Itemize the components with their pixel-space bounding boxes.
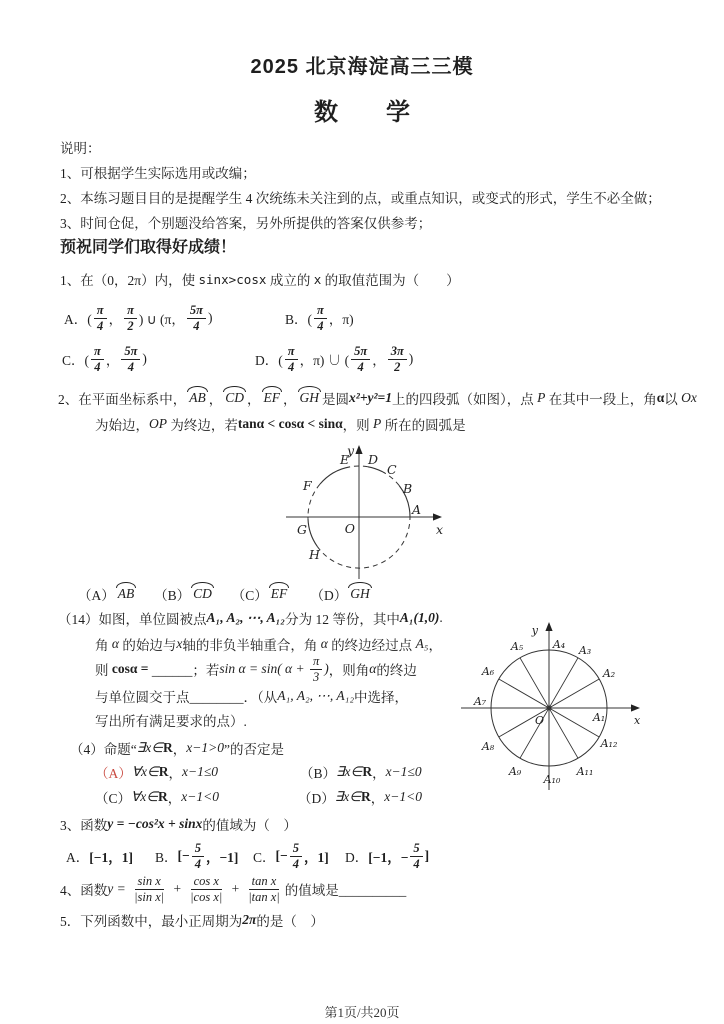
fig2-A2-label: A₂ (602, 667, 616, 680)
option-a-label: （A） (95, 766, 132, 781)
q5-stem: 5．下列函数中，最小正周期为 2π 的是（ ） (60, 912, 324, 929)
q4-negation-stem: （4）命题“ ∃x∈ R ， x−1>0 ”的否定是 (70, 740, 285, 757)
q1-stem: 1、在（0，2π）内，使 sinx>cosx 成立的 x 的取值范围为（ ） (60, 271, 460, 288)
q1-option-d: D．( $\frac{\pi}{4}$ ，π) ∪ ( $\frac{5\pi}{4}$ ， $\frac{3\pi}{2}$ ) (255, 344, 414, 374)
option-c-label: （C） (95, 791, 132, 806)
fig2-A9-label: A₉ (508, 765, 522, 778)
q2-options: （A） AB （B） CD （C） EF （D） GH (78, 583, 373, 605)
q3-option-c: C． [− $\frac{5}{4}$ ，1] (253, 841, 329, 871)
option-b-label: （B） (300, 766, 337, 781)
x-axis-arrow (631, 704, 640, 711)
fig1-y-label: y (346, 443, 354, 458)
arc-HA-dashed (317, 517, 410, 568)
page-title: 2025 北京海淀高三三模 (250, 56, 474, 78)
fig1-E-label: E (340, 452, 350, 467)
q14-line3: 则 cosα = ______；若 sin α = sin( α + $\frac{\pi}{3}$ ) ，则角 α 的终边 (95, 654, 417, 684)
fig2-A8-label: A₈ (481, 740, 495, 753)
page-number: 第1页/共20页 (324, 1005, 400, 1020)
fig2-A1-label: A₁ (592, 711, 606, 724)
q3-stem: 3、函数 y = −cos²x + sinx 的值域为（ ） (60, 816, 297, 833)
q3-option-a: A． [−1，1] (66, 850, 133, 865)
option-a-body: ∀x∈ R ， x−1≤0 (131, 764, 219, 781)
q14-line5: 写出所有满足要求的点）. (95, 714, 247, 729)
q4-negation-option-b (300, 762, 422, 782)
q2-stem-line1: 2、在平面坐标系中， AB ， CD ， EF ， GH 是圆 x²+y²=1 上的四段弧（如图），点 P 在其中一段上，角 α 以 Ox (58, 388, 697, 408)
note-item-2: 2、本练习题目目的是提醒学生 4 次统练未关注到的点，或重点知识，或变式的形式，学生不必全做； (60, 191, 661, 206)
q2-stem-line2: 为始边， OP 为终边，若 tanα < cosα < sinα ，则 P 所在的圆弧是 (95, 416, 466, 433)
q4-negation-option-c (95, 787, 219, 807)
fig2-A3-label: A₃ (578, 644, 592, 657)
fig2-A10-label: A₁₀ (543, 773, 561, 786)
arc-EF-solid (320, 467, 350, 484)
fig1-H-label: H (309, 547, 320, 562)
fig2-x-label: x (634, 714, 641, 727)
fig2-A7-label: A₇ (473, 695, 487, 708)
unit-circle-arcs-figure (270, 441, 450, 588)
q14-line1: （14）如图，单位圆被点 A₁, A₂, ⋯, A₁₂ 分为 12 等份，其中 A₁(1,0) . (58, 610, 443, 627)
q1-option-a: A．( $\frac{\pi}{4}$ ， $\frac{\pi}{2}$ ) ∪ (π， $\frac{5\pi}{4}$ ) (64, 303, 213, 333)
arc-CD-solid (368, 467, 383, 472)
fig2-O-label: O (534, 714, 544, 727)
fig1-D-label: D (368, 452, 379, 467)
unit-circle-12-points-figure (455, 610, 690, 805)
note-item-1: 1、可根据学生实际选用或改编； (60, 166, 256, 181)
arc-GH-solid (308, 519, 317, 547)
option-d-label: （D） (298, 791, 335, 806)
q1-option-c: C．( $\frac{\pi}{4}$ ， $\frac{5\pi}{4}$ ) (62, 344, 147, 374)
fig2-A6-label: A₆ (481, 665, 495, 678)
q1-option-b: B．( $\frac{\pi}{4}$ ，π) (285, 303, 354, 333)
x-axis-arrow (433, 513, 442, 520)
q3-option-b: B． [− $\frac{5}{4}$ ，−1] (155, 841, 239, 871)
q3-option-d: D． [−1，− $\frac{5}{4}$ ] (345, 841, 430, 871)
fig1-A-label: A (412, 502, 422, 517)
q4-negation-option-a (95, 762, 218, 782)
option-d-body: ∃x∈ R ， x−1<0 (334, 789, 423, 806)
fig1-G-label: G (297, 522, 307, 537)
q4-function-stem: 4、函数 y = $\frac{\text{sin x}}{\text{|sin x|}}$ + $\frac{\text{cos x}}{\text{|cos x|}}$ + $\frac{\text{tan x}}{\text{|tan x|}}$ 的值域是__________ (60, 874, 407, 904)
fig2-A5-label: A₅ (510, 640, 524, 653)
option-c-body: ∀x∈ R ， x−1<0 (131, 789, 219, 806)
fig1-F-label: F (303, 478, 312, 493)
note-item-3: 3、时间仓促，个别题没给答案，另外所提供的答案仅供参考； (60, 216, 432, 231)
fig1-C-label: C (387, 462, 397, 477)
fig2-y-label: y (531, 624, 538, 637)
fig1-x-label: x (436, 522, 444, 537)
option-b-body: ∃x∈ R ， x−1≤0 (336, 764, 422, 781)
fig2-A11-label: A₁₁ (576, 765, 594, 778)
subject-title: 数 学 (314, 99, 410, 126)
fig2-A4-label: A₄ (552, 638, 566, 651)
y-axis-arrow (355, 445, 362, 454)
y-axis-arrow (545, 622, 552, 631)
fig1-O-label: O (344, 521, 355, 536)
fig2-A12-label: A₁₂ (600, 737, 618, 750)
q14-line2: 角 α 的始边与 x 轴的非负半轴重合，角 α 的终边经过点 A₅ ， (95, 636, 443, 653)
q14-line4: 与单位圆交于点________．（从 A₁, A₂, ⋯, A₁₂ 中选择， (95, 688, 409, 705)
fig1-B-label: B (403, 481, 413, 496)
wish-line: 预祝同学们取得好成绩！ (60, 239, 237, 256)
q4-negation-option-d (298, 787, 422, 807)
notes-label: 说明： (60, 141, 101, 156)
